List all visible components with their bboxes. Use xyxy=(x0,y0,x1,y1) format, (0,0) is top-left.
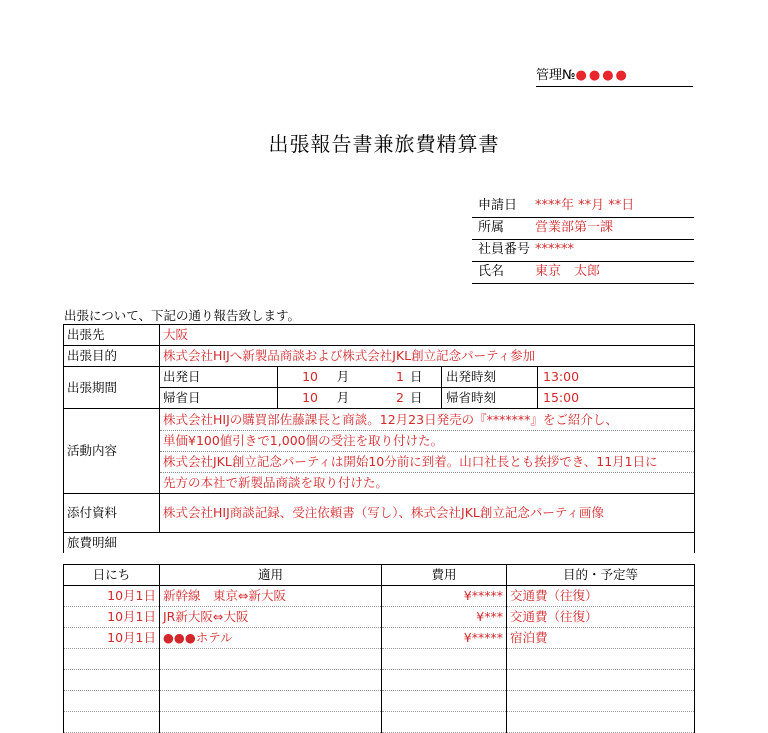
activity-line: 株式会社JKL創立記念パーティは開始10分前に到着。山口社長とも挨拶でき、11月1日に xyxy=(160,452,694,473)
name-value: 東京 太郎 xyxy=(535,264,601,279)
department-row xyxy=(472,218,694,240)
table-row xyxy=(64,712,695,733)
expense-purpose: 宿泊費 xyxy=(507,628,695,649)
intro-text: 出張について、下記の通り報告致します。 xyxy=(64,308,301,323)
table-row xyxy=(64,586,695,607)
management-dots: ●●●● xyxy=(575,68,629,83)
activity-label: 活動内容 xyxy=(64,409,160,494)
document-title: 出張報告書兼旅費精算書 xyxy=(268,132,500,156)
attachment-value: 株式会社HIJ商談記録、受注依頼書（写し）、株式会社JKL創立記念パーティ画像 xyxy=(160,494,695,533)
destination-label: 出張先 xyxy=(64,325,160,346)
expense-header-description: 適用 xyxy=(160,565,382,586)
employee-number-label: 社員番号 xyxy=(478,242,531,257)
return-subrow: 帰省日 10 月 2 日 帰省時刻 15:00 xyxy=(160,387,694,408)
destination-row xyxy=(64,325,695,346)
department-value: 営業部第一課 xyxy=(535,220,614,235)
departure-time-value: 13:00 xyxy=(543,369,580,384)
name-label: 氏名 xyxy=(478,264,505,279)
expense-cost: ¥***** xyxy=(382,586,507,607)
expense-title-row xyxy=(64,533,695,554)
expense-header-purpose: 目的・予定等 xyxy=(507,565,695,586)
departure-month: 10 xyxy=(302,369,318,384)
expense-date: 10月1日 xyxy=(64,628,160,649)
table-row xyxy=(64,607,695,628)
expense-header-date: 日にち xyxy=(64,565,160,586)
attachment-row xyxy=(64,494,695,533)
period-label: 出張期間 xyxy=(64,367,160,409)
purpose-row xyxy=(64,346,695,367)
expense-header-cost: 費用 xyxy=(382,565,507,586)
return-time-label: 帰省時刻 xyxy=(442,388,538,408)
return-date-label: 帰省日 xyxy=(160,388,278,408)
name-row xyxy=(472,262,694,284)
expense-header-row xyxy=(64,565,695,586)
activity-line: 単価¥100値引きで1,000個の受注を取り付けた。 xyxy=(160,431,694,452)
period-row xyxy=(64,367,695,409)
purpose-value: 株式会社HIJへ新製品商談および株式会社JKL創立記念パーティ参加 xyxy=(160,346,695,367)
activity-line: 株式会社HIJの購買部佐藤課長と商談。12月23日発売の『*******』をご紹介し、 xyxy=(160,410,694,431)
activity-line: 先方の本社で新製品商談を取り付けた。 xyxy=(163,474,389,490)
expense-description: JR新大阪⇔大阪 xyxy=(160,607,382,628)
departure-day: 1 xyxy=(396,369,404,384)
expense-title: 旅費明細 xyxy=(64,533,695,554)
department-label: 所属 xyxy=(478,220,505,235)
expense-date: 10月1日 xyxy=(64,586,160,607)
application-date-value: ****年 **月 **日 xyxy=(535,198,635,213)
return-time-value: 15:00 xyxy=(543,390,580,405)
applicant-info xyxy=(472,196,694,284)
return-day: 2 xyxy=(396,390,404,405)
application-date-row xyxy=(472,196,694,218)
employee-number-value: ****** xyxy=(535,242,574,257)
expense-purpose: 交通費（往復） xyxy=(507,607,695,628)
table-row xyxy=(64,628,695,649)
departure-subrow: 出発日 10 月 1 日 出発時刻 13:00 xyxy=(160,367,694,387)
table-row xyxy=(64,670,695,691)
expense-cost: ¥***** xyxy=(382,628,507,649)
management-number xyxy=(536,66,693,87)
expense-cost: ¥*** xyxy=(382,607,507,628)
expense-table xyxy=(63,564,695,733)
destination-value: 大阪 xyxy=(160,325,695,346)
expense-purpose: 交通費（往復） xyxy=(507,586,695,607)
table-row xyxy=(64,691,695,712)
employee-number-row xyxy=(472,240,694,262)
attachment-label: 添付資料 xyxy=(64,494,160,533)
report-table xyxy=(63,324,695,553)
table-row xyxy=(64,649,695,670)
management-label: 管理№ xyxy=(536,68,576,83)
expense-date: 10月1日 xyxy=(64,607,160,628)
expense-description: ●●●ホテル xyxy=(160,628,382,649)
expense-description: 新幹線 東京⇔新大阪 xyxy=(160,586,382,607)
application-date-label: 申請日 xyxy=(478,198,518,213)
purpose-label: 出張目的 xyxy=(64,346,160,367)
activity-row xyxy=(64,409,695,494)
departure-date-label: 出発日 xyxy=(160,367,278,387)
return-month: 10 xyxy=(302,390,318,405)
departure-time-label: 出発時刻 xyxy=(442,367,538,387)
